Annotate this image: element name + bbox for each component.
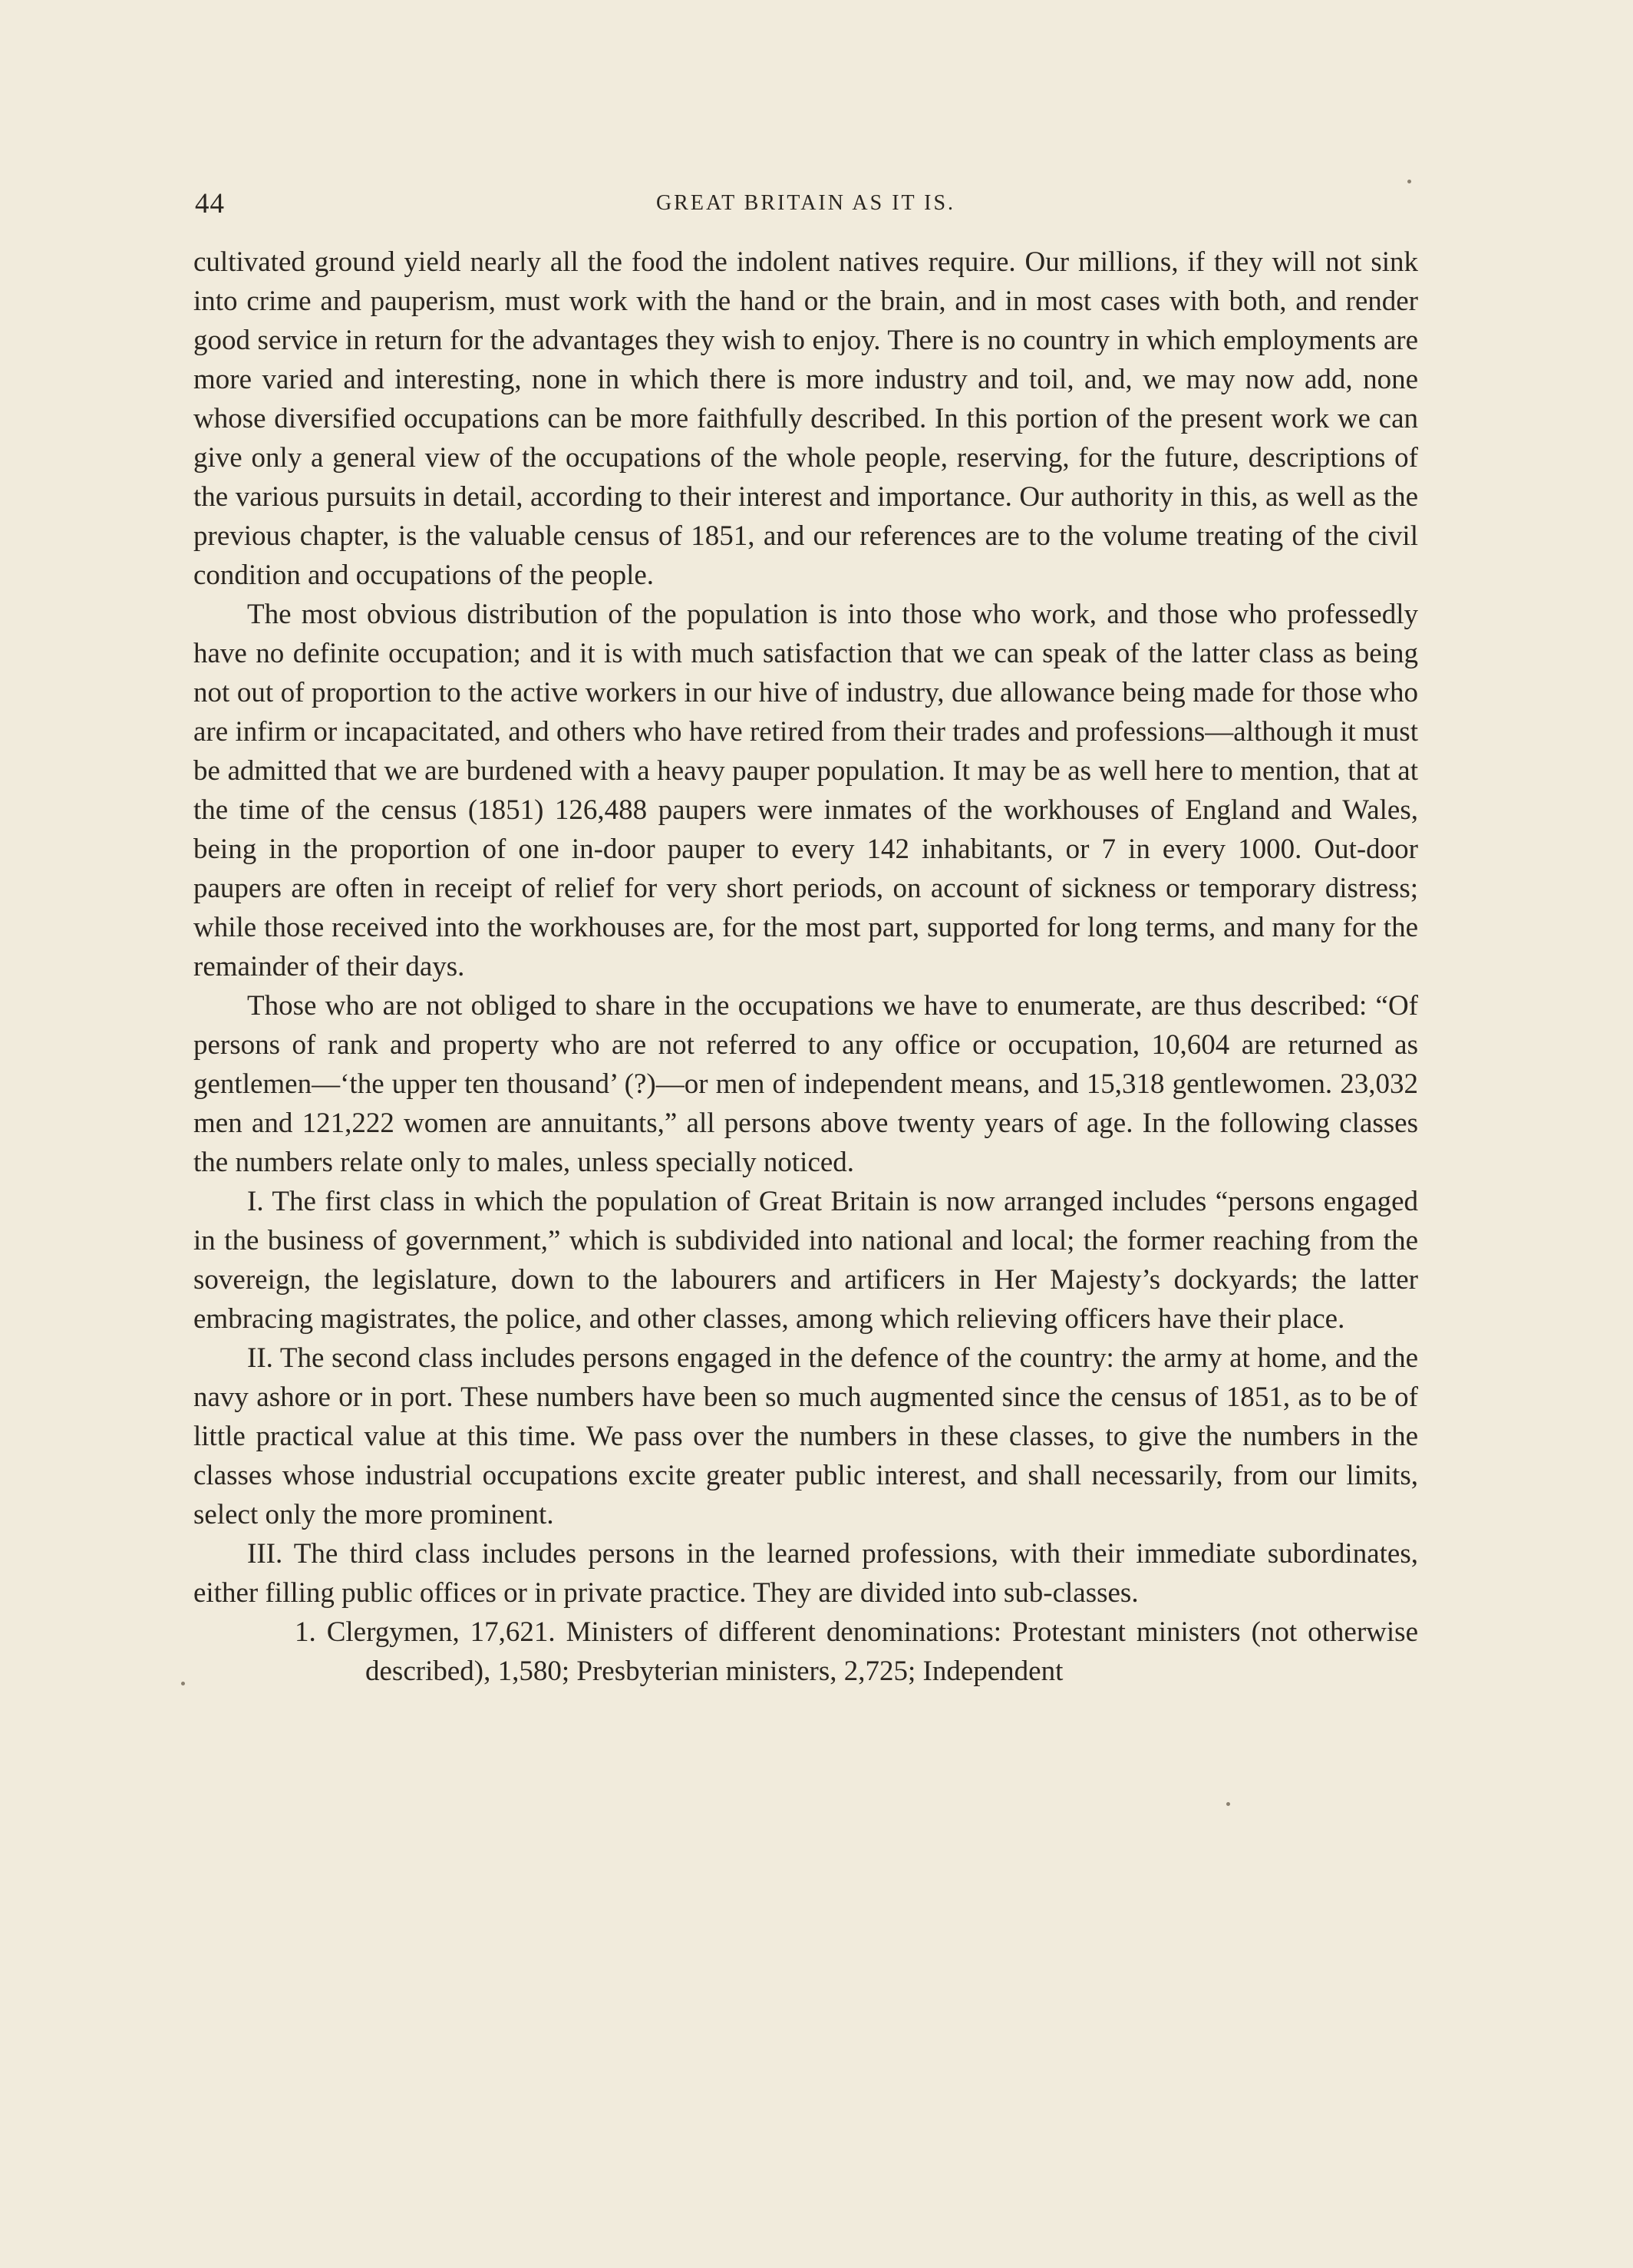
page-header: [193, 178, 1418, 232]
paper-speck-margin: [181, 1682, 185, 1685]
page-number: 44: [195, 188, 225, 220]
body-text: [193, 243, 1418, 1691]
book-page: [193, 178, 1418, 1691]
paragraph-non-occupied: Those who are not obliged to share in the occupations we have to enumerate, are thus described: “Of persons of rank and property who are not referred to any office or occupation, 10,604 are returned as gentlemen—‘the upper ten thousand’ (?)—or men of independent means, and 15,318 gentlewomen. 23,032 men and 121,222 women are annuitants,” all persons above twenty years of age. In the following classes the numbers relate only to males, unless specially noticed.: [193, 990, 1418, 1178]
paragraph-class-one: I. The first class in which the population of Great Britain is now arranged includes “persons engaged in the business of government,” which is subdivided into national and local; the former reaching from the sovereign, the legislature, down to the labourers and artificers in Her Majesty’s dockyards; the latter embracing magistrates, the police, and other classes, among which relieving officers have their place.: [193, 1186, 1418, 1335]
paragraph-class-three: III. The third class includes persons in the learned professions, with their immediate subordinates, either filling public offices or in private practice. They are divided into sub-classes.: [193, 1538, 1418, 1609]
paragraph-continuation: cultivated ground yield nearly all the food the indolent natives require. Our millions, if they will not sink into crime and pauperism, must work with the hand or the brain, and in most cases with both, and render good service in return for the advantages they wish to enjoy. There is no country in which employments are more varied and interesting, none in which there is more industry and toil, and, we may now add, none whose diversified occupations can be more faithfully described. In this portion of the present work we can give only a general view of the occupations of the whole people, reserving, for the future, descriptions of the various pursuits in detail, according to their interest and importance. Our authority in this, as well as the previous chapter, is the valuable census of 1851, and our references are to the volume treating of the civil condition and occupations of the people.: [193, 246, 1418, 591]
paragraph-distribution: The most obvious distribution of the population is into those who work, and those who professedly have no definite occupation; and it is with much satisfaction that we can speak of the latter class as being not out of proportion to the active workers in our hive of industry, due allowance being made for those who are infirm or incapacitated, and others who have retired from their trades and professions—although it must be admitted that we are burdened with a heavy pauper population. It may be as well here to mention, that at the time of the census (1851) 126,488 paupers were inmates of the workhouses of England and Wales, being in the proportion of one in-door pauper to every 142 inhabitants, or 7 in every 1000. Out-door paupers are often in receipt of relief for very short periods, on account of sickness or temporary distress; while those received into the workhouses are, for the most part, supported for long terms, and many for the remainder of their days.: [193, 599, 1418, 982]
running-head: GREAT BRITAIN AS IT IS.: [655, 191, 956, 215]
list-item-clergymen: 1. Clergymen, 17,621. Ministers of different denominations: Protestant ministers (not otherwise described), 1,580; Presbyterian ministers, 2,725; Independent: [295, 1616, 1418, 1687]
paragraph-class-two: II. The second class includes persons engaged in the defence of the country: the army at home, and the navy ashore or in port. These numbers have been so much augmented since the census of 1851, as to be of little practical value at this time. We pass over the numbers in these classes, to give the numbers in the classes whose industrial occupations excite greater public interest, and shall necessarily, from our limits, select only the more prominent.: [193, 1342, 1418, 1530]
paper-speck-top: [1407, 180, 1411, 183]
paper-speck-middle: [1226, 1802, 1230, 1806]
